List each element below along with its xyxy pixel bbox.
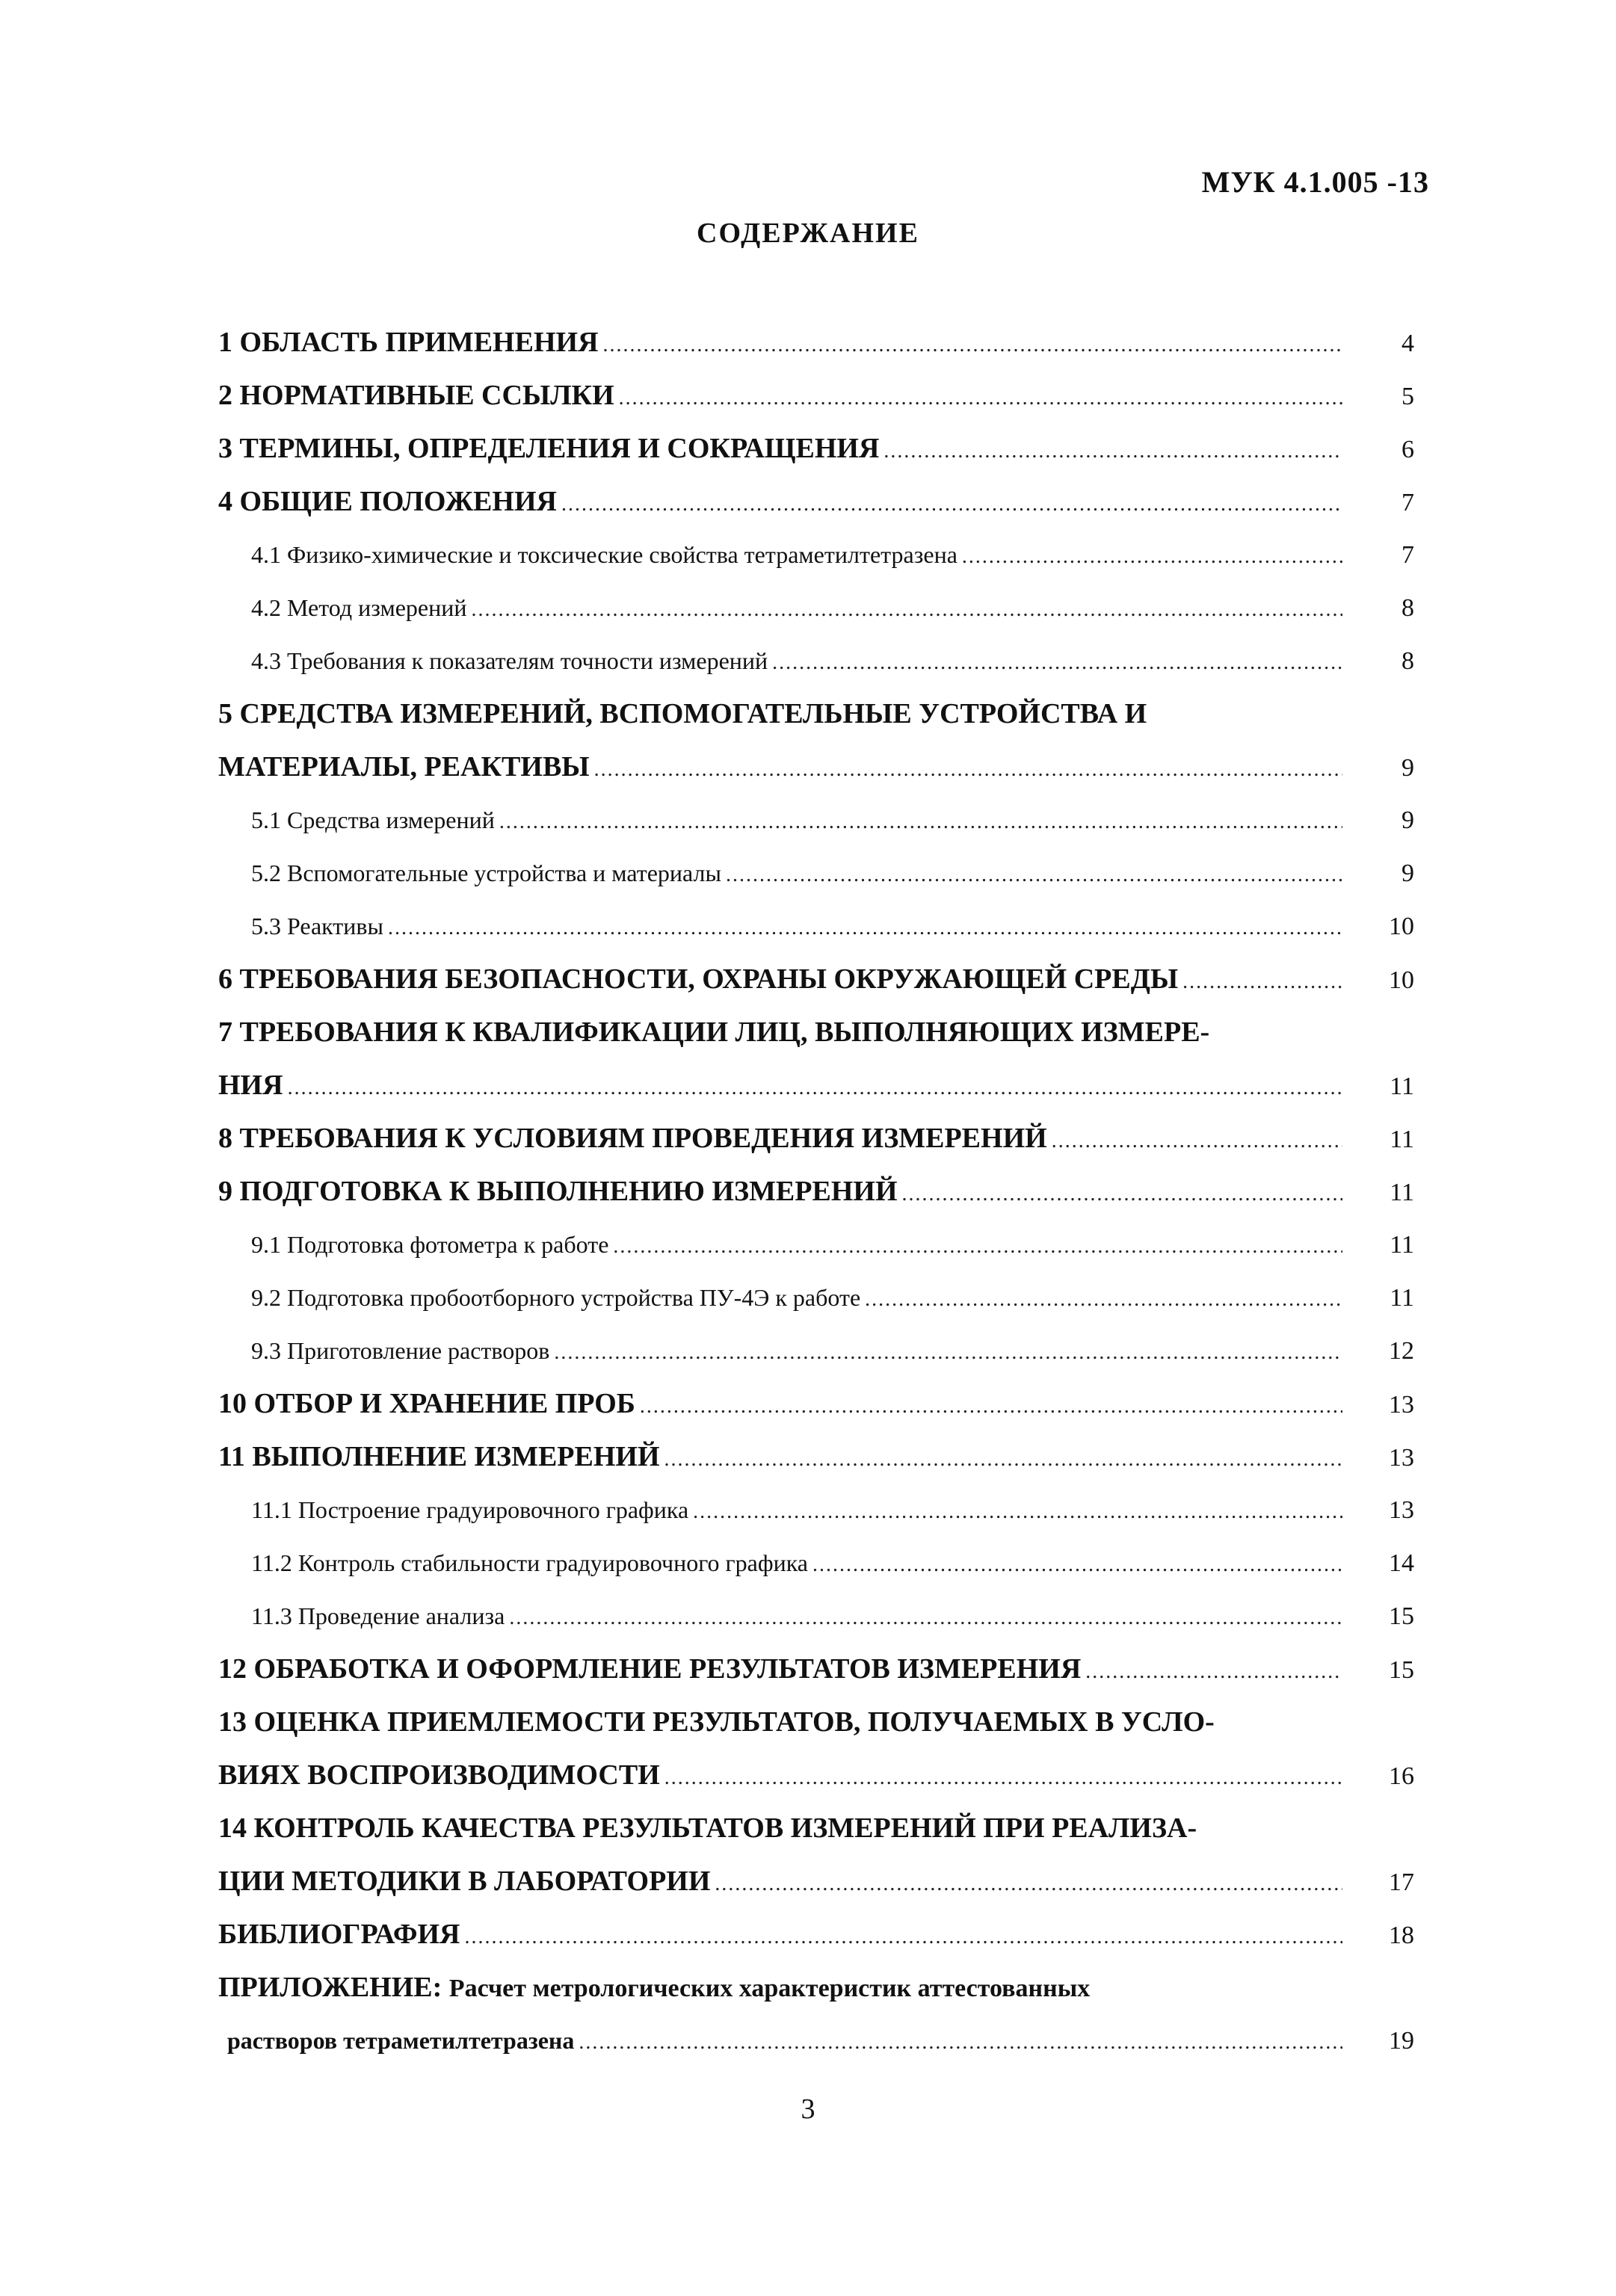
toc-entry-label: 9 ПОДГОТОВКА К ВЫПОЛНЕНИЮ ИЗМЕРЕНИЙ (218, 1176, 898, 1207)
toc-line (218, 475, 1414, 528)
toc-line (218, 1377, 1414, 1431)
toc-entry[interactable] (218, 953, 1414, 1006)
toc-entry[interactable] (218, 1961, 1414, 2067)
appendix-title-first-line: Расчет метрологических характеристик аттестованных (448, 1975, 1091, 2002)
toc-entry[interactable] (218, 1537, 1414, 1590)
toc-line (218, 1855, 1414, 1908)
toc-entry-label: МАТЕРИАЛЫ, РЕАКТИВЫ (218, 751, 590, 783)
toc-line (218, 847, 1414, 900)
toc-entry-page: 6 (1401, 436, 1414, 463)
toc-entry-page: 4 (1401, 330, 1414, 357)
toc-line (218, 1749, 1414, 1802)
toc-line (218, 1908, 1414, 1961)
toc-entry[interactable] (218, 688, 1414, 794)
dot-leader (693, 1485, 1342, 1538)
toc-entry-page: 18 (1389, 1922, 1414, 1949)
toc-entry[interactable] (218, 422, 1414, 475)
dot-leader (865, 1273, 1342, 1326)
toc-entry[interactable] (218, 316, 1414, 369)
toc-line (218, 581, 1414, 635)
toc-entry-page: 15 (1389, 1602, 1414, 1630)
toc-line (218, 1271, 1414, 1324)
toc-entry-label: 4 ОБЩИЕ ПОЛОЖЕНИЯ (218, 486, 557, 517)
toc-line (218, 528, 1414, 581)
toc-entry-label: ЦИИ МЕТОДИКИ В ЛАБОРАТОРИИ (218, 1866, 711, 1897)
toc-entry[interactable] (218, 900, 1414, 953)
toc-entry-page: 16 (1389, 1762, 1414, 1790)
dot-leader (579, 2016, 1342, 2069)
dot-leader (472, 583, 1343, 636)
toc-entry-label: 8 ТРЕБОВАНИЯ К УСЛОВИЯМ ПРОВЕДЕНИЯ ИЗМЕРЕНИЙ (218, 1123, 1047, 1154)
toc-entry[interactable] (218, 1590, 1414, 1643)
toc-entry-continuation (218, 1961, 1414, 2014)
dot-leader (288, 1061, 1342, 1114)
toc-entry-label: 9.3 Приготовление растворов (251, 1337, 550, 1364)
toc-entry[interactable] (218, 1643, 1414, 1696)
toc-entry-label: 11.1 Построение градуировочного графика (251, 1496, 689, 1523)
toc-entry-page: 7 (1401, 489, 1414, 516)
toc-line (218, 794, 1414, 847)
dot-leader (554, 1326, 1342, 1379)
toc-entry-continuation: 13 ОЦЕНКА ПРИЕМЛЕМОСТИ РЕЗУЛЬТАТОВ, ПОЛУЧАЕМЫХ В УСЛО- (218, 1706, 1215, 1738)
toc-entry-label: 4.3 Требования к показателям точности измерений (251, 647, 768, 674)
toc-entry-page: 14 (1389, 1549, 1414, 1577)
page-number: 3 (801, 2093, 815, 2125)
toc-entry-page: 19 (1389, 2027, 1414, 2055)
toc-line (218, 422, 1414, 475)
toc-entry-label: 5.2 Вспомогательные устройства и материалы (251, 860, 721, 886)
toc-line (218, 953, 1414, 1006)
table-of-contents (218, 316, 1414, 2067)
toc-entry-page: 13 (1389, 1391, 1414, 1419)
dot-leader (812, 1538, 1342, 1591)
toc-entry-page: 13 (1389, 1496, 1414, 1524)
dot-leader (1052, 1114, 1342, 1167)
toc-entry-page: 7 (1401, 541, 1414, 569)
dot-leader (613, 1220, 1342, 1273)
dot-leader (664, 1751, 1342, 1804)
toc-entry-page: 11 (1390, 1179, 1414, 1206)
toc-line (218, 741, 1414, 794)
toc-line (218, 635, 1414, 688)
toc-entry-page: 9 (1401, 860, 1414, 887)
toc-entry-continuation: 7 ТРЕБОВАНИЯ К КВАЛИФИКАЦИИ ЛИЦ, ВЫПОЛНЯЮЩИХ ИЗМЕРЕ- (218, 1016, 1210, 1048)
toc-line (218, 1165, 1414, 1218)
toc-entry[interactable] (218, 528, 1414, 581)
toc-line (218, 1431, 1414, 1484)
toc-entry-page: 10 (1389, 966, 1414, 994)
toc-entry-label: 11.2 Контроль стабильности градуировочного графика (251, 1549, 808, 1576)
toc-line (218, 1537, 1414, 1590)
toc-entry-label: 1 ОБЛАСТЬ ПРИМЕНЕНИЯ (218, 327, 599, 358)
dot-leader (902, 1167, 1342, 1220)
toc-line (218, 900, 1414, 953)
toc-entry-label: ВИЯХ ВОСПРОИЗВОДИМОСТИ (218, 1759, 660, 1791)
toc-entry-page: 10 (1389, 913, 1414, 940)
dot-leader (499, 795, 1342, 848)
toc-entry[interactable] (218, 1112, 1414, 1165)
dot-leader (772, 636, 1342, 689)
toc-entry[interactable] (218, 1377, 1414, 1431)
toc-entry[interactable] (218, 581, 1414, 635)
toc-line (218, 1112, 1414, 1165)
toc-entry-page: 9 (1401, 754, 1414, 782)
toc-line (218, 2014, 1414, 2067)
dot-leader (603, 318, 1342, 371)
toc-entry-label: растворов тетраметилтетразена (227, 2027, 575, 2054)
toc-entry-page: 13 (1389, 1444, 1414, 1472)
toc-entry-page: 9 (1401, 806, 1414, 834)
toc-entry[interactable] (218, 1218, 1414, 1271)
toc-entry[interactable] (218, 1006, 1414, 1112)
toc-line (218, 1484, 1414, 1537)
toc-line (218, 1324, 1414, 1377)
toc-entry-page: 15 (1389, 1656, 1414, 1684)
toc-entry-label: 4.2 Метод измерений (251, 594, 467, 621)
toc-entry[interactable] (218, 847, 1414, 900)
toc-entry-label: 2 НОРМАТИВНЫЕ ССЫЛКИ (218, 380, 614, 411)
toc-entry[interactable] (218, 1431, 1414, 1484)
dot-leader (726, 848, 1342, 901)
toc-line (218, 369, 1414, 422)
toc-entry[interactable] (218, 369, 1414, 422)
toc-entry-continuation: 5 СРЕДСТВА ИЗМЕРЕНИЙ, ВСПОМОГАТЕЛЬНЫЕ УСТРОЙСТВА И (218, 698, 1147, 729)
dot-leader (1085, 1645, 1342, 1698)
toc-entry[interactable] (218, 794, 1414, 847)
toc-entry-label: 6 ТРЕБОВАНИЯ БЕЗОПАСНОСТИ, ОХРАНЫ ОКРУЖАЮЩЕЙ СРЕДЫ (218, 963, 1179, 995)
dot-leader (594, 743, 1342, 796)
toc-entry-label: 10 ОТБОР И ХРАНЕНИЕ ПРОБ (218, 1388, 635, 1419)
toc-entry-page: 5 (1401, 383, 1414, 410)
document-code: МУК 4.1.005 -13 (1201, 165, 1429, 199)
dot-leader (509, 1591, 1342, 1644)
toc-entry-page: 12 (1389, 1337, 1414, 1365)
toc-entry-page: 8 (1401, 647, 1414, 675)
toc-entry-page: 11 (1390, 1073, 1414, 1100)
toc-line (218, 316, 1414, 369)
dot-leader (465, 1910, 1342, 1963)
toc-entry-label: 11 ВЫПОЛНЕНИЕ ИЗМЕРЕНИЙ (218, 1441, 660, 1472)
toc-entry[interactable] (218, 1484, 1414, 1537)
toc-entry-label: 9.1 Подготовка фотометра к работе (251, 1231, 609, 1258)
toc-entry-page: 11 (1390, 1284, 1414, 1312)
toc-entry[interactable] (218, 1908, 1414, 1961)
toc-entry-label: 5.1 Средства измерений (251, 806, 495, 833)
toc-entry-label: 12 ОБРАБОТКА И ОФОРМЛЕНИЕ РЕЗУЛЬТАТОВ ИЗМЕРЕНИЯ (218, 1653, 1082, 1685)
toc-entry-page: 11 (1390, 1126, 1414, 1153)
toc-entry-page: 8 (1401, 594, 1414, 622)
page-title: СОДЕРЖАНИЕ (697, 217, 919, 249)
dot-leader (561, 478, 1342, 531)
dot-leader (664, 1433, 1342, 1486)
toc-line (218, 1218, 1414, 1271)
dot-leader (388, 901, 1342, 954)
toc-line (218, 1059, 1414, 1112)
toc-entry[interactable] (218, 1165, 1414, 1218)
toc-entry-page: 11 (1390, 1231, 1414, 1259)
toc-entry-label: 4.1 Физико-химические и токсические свойства тетраметилтетразена (251, 541, 957, 568)
dot-leader (715, 1857, 1342, 1910)
toc-entry-label: 5.3 Реактивы (251, 913, 384, 939)
toc-entry[interactable] (218, 635, 1414, 688)
appendix-prefix: ПРИЛОЖЕНИЕ: (218, 1972, 449, 2003)
toc-entry-page: 17 (1389, 1868, 1414, 1896)
toc-entry-label: 3 ТЕРМИНЫ, ОПРЕДЕЛЕНИЯ И СОКРАЩЕНИЯ (218, 433, 880, 464)
toc-entry-label: 9.2 Подготовка пробоотборного устройства ПУ-4Э к работе (251, 1284, 861, 1311)
dot-leader (619, 371, 1342, 425)
toc-entry[interactable] (218, 475, 1414, 528)
dot-leader (1182, 955, 1342, 1008)
toc-entry[interactable] (218, 1696, 1414, 1802)
dot-leader (640, 1380, 1342, 1433)
toc-line (218, 1590, 1414, 1643)
toc-entry[interactable] (218, 1271, 1414, 1324)
toc-entry-label: БИБЛИОГРАФИЯ (218, 1919, 460, 1950)
toc-entry-continuation: 14 КОНТРОЛЬ КАЧЕСТВА РЕЗУЛЬТАТОВ ИЗМЕРЕНИЙ ПРИ РЕАЛИЗА- (218, 1812, 1197, 1844)
toc-line (218, 1643, 1414, 1696)
toc-entry-label: НИЯ (218, 1070, 283, 1101)
toc-entry-label: 11.3 Проведение анализа (251, 1602, 505, 1629)
dot-leader (962, 530, 1342, 583)
toc-entry[interactable] (218, 1802, 1414, 1908)
toc-entry[interactable] (218, 1324, 1414, 1377)
dot-leader (883, 425, 1342, 478)
